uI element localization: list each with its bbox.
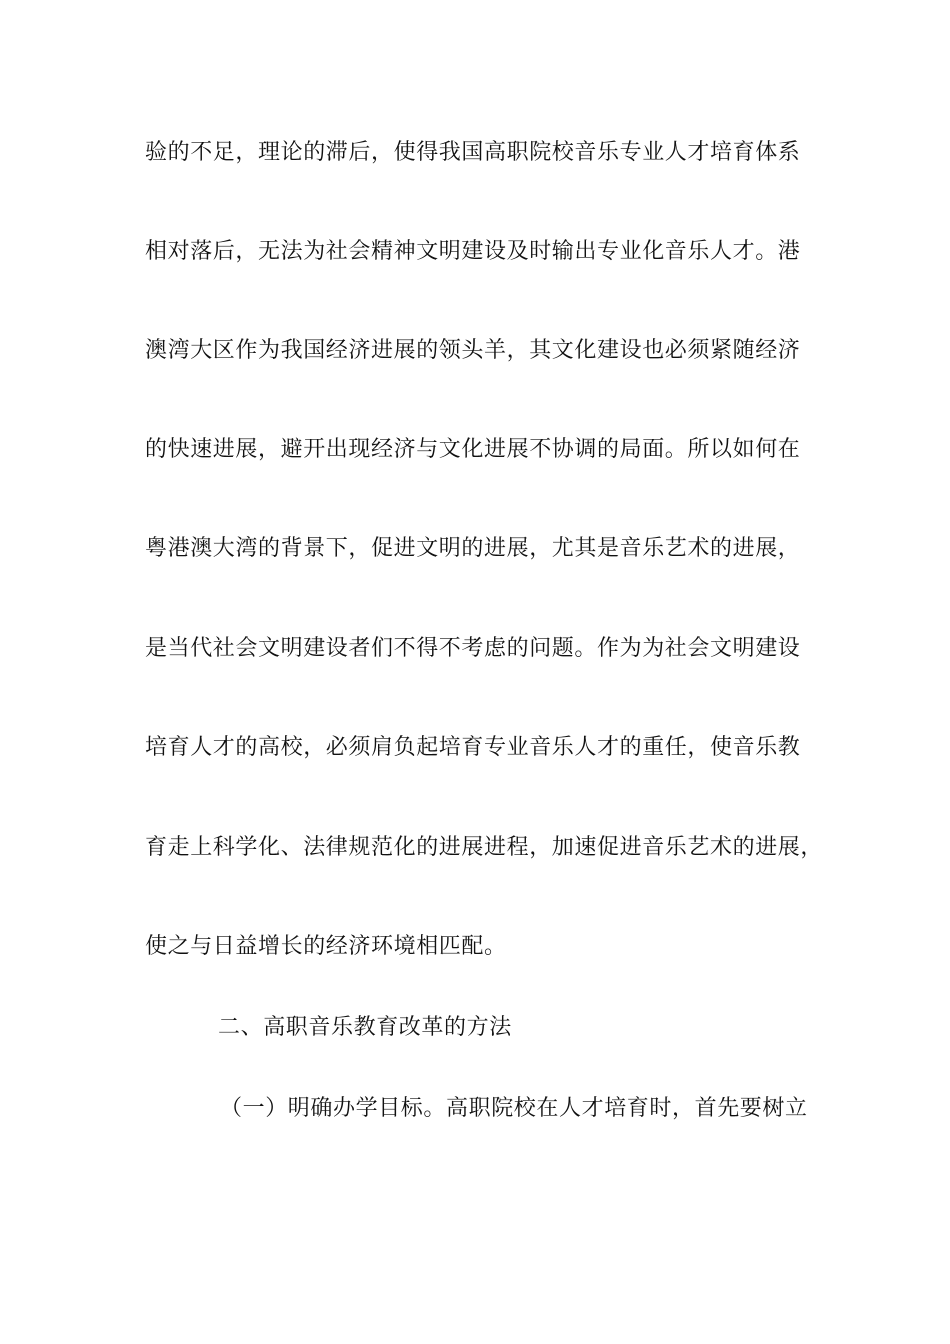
paragraph-line-9: 使之与日益增长的经济环境相匹配。 [145, 934, 507, 959]
paragraph-line-3: 澳湾大区作为我国经济进展的领头羊，其文化建设也必须紧随经济 [145, 338, 801, 363]
paragraph-line-2: 相对落后，无法为社会精神文明建设及时输出专业化音乐人才。港 [145, 239, 801, 264]
paragraph-line-1: 验的不足，理论的滞后，使得我国高职院校音乐专业人才培育体系 [145, 140, 801, 165]
paragraph-line-7: 培育人才的高校，必须肩负起培育专业音乐人才的重任，使音乐教 [145, 735, 801, 760]
subsection-first-line: （一）明确办学目标。高职院校在人才培育时，首先要树立 [220, 1096, 808, 1121]
section-heading: 二、高职音乐教育改革的方法 [218, 1015, 512, 1040]
paragraph-line-6: 是当代社会文明建设者们不得不考虑的问题。作为为社会文明建设 [145, 636, 801, 661]
paragraph-line-5: 粤港澳大湾的背景下，促进文明的进展，尤其是音乐艺术的进展， [145, 536, 801, 561]
paragraph-line-4: 的快速进展，避开出现经济与文化进展不协调的局面。所以如何在 [145, 437, 801, 462]
paragraph-line-8: 育走上科学化、法律规范化的进展进程，加速促进音乐艺术的进展， [145, 835, 824, 860]
